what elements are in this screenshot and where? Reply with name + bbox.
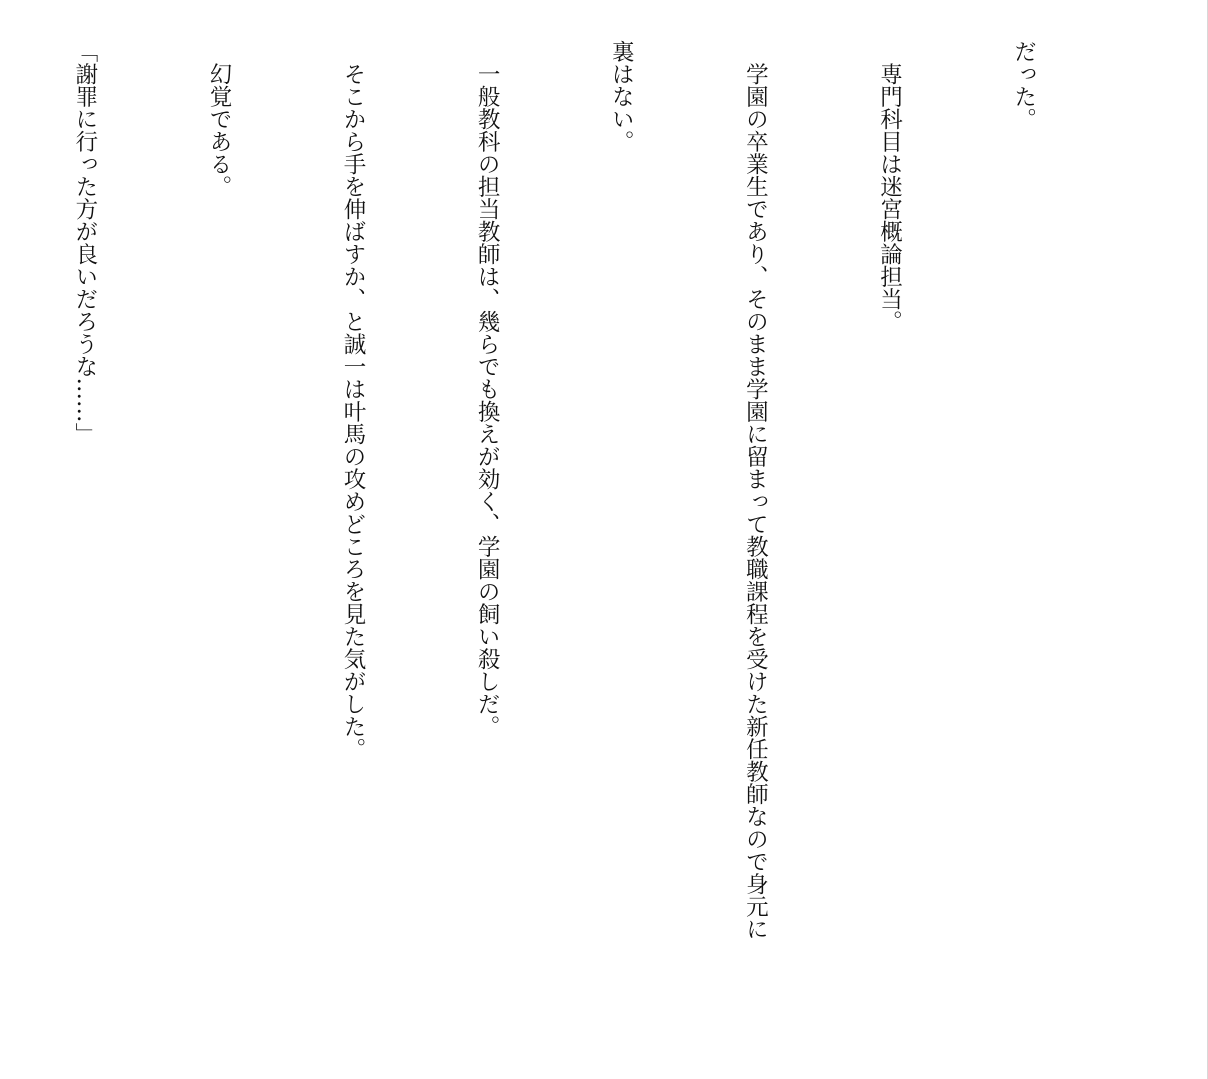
text-line: 「謝罪に行った方が良いだろうな……」 [71, 40, 98, 445]
text-line: 一般教科の担当教師は、幾らでも換えが効く、学園の飼い殺しだ。 [474, 40, 501, 738]
text-line: だった。 [1010, 40, 1037, 130]
vertical-text-body [0, 40, 1135, 1050]
text-line: 裏はない。 [608, 40, 635, 153]
text-line: 学園の卒業生であり、そのまま学園に留まって教職課程を受けた新任教師なので身元に [742, 40, 769, 940]
text-line: 専門科目は迷宮概論担当。 [876, 40, 903, 333]
text-line: 幻覚である。 [205, 40, 232, 198]
text-line: そこから手を伸ばすか、と誠一は叶馬の攻めどころを見た気がした。 [340, 40, 367, 760]
